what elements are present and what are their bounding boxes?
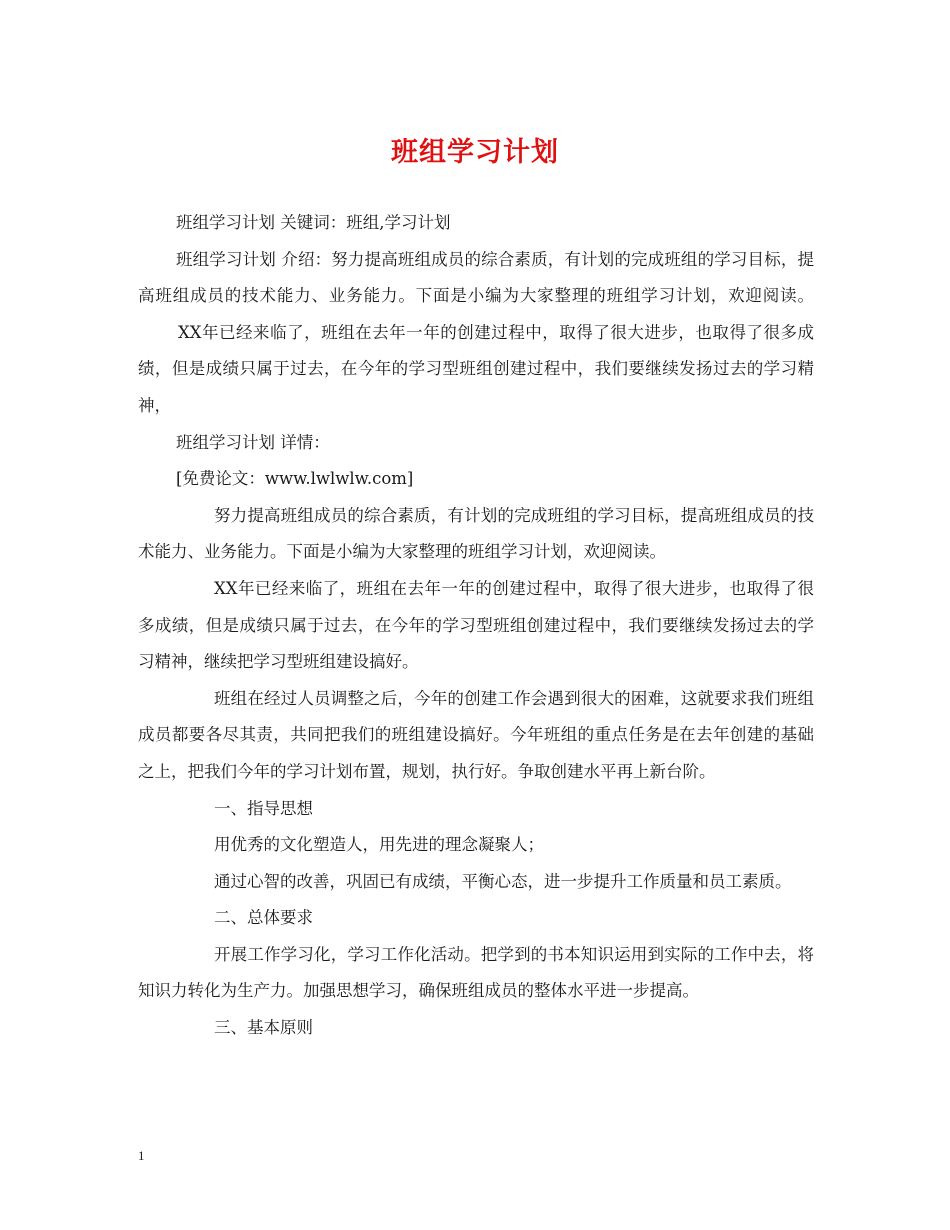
intro-text-continued: XX年已经来临了，班组在去年一年的创建过程中，取得了很大进步，也取得了很多成绩，但是成绩只属于过去，在今年的学习型班组创建过程中，我们要继续发扬过去的学习精神， (138, 322, 814, 415)
document-title: 班组学习计划 (391, 137, 559, 168)
page-number: 1 (138, 1148, 145, 1163)
document-body (138, 205, 814, 1047)
body-paragraph: XX年已经来临了，班组在去年一年的创建过程中，取得了很大进步，也取得了很多成绩，但是成绩只属于过去，在今年的学习型班组创建过程中，我们要继续发扬过去的学习精神，继续把学习型班组建设搞好。 (138, 578, 814, 672)
keywords-line: 班组学习计划 关键词：班组,学习计划 (176, 213, 451, 232)
body-paragraph: 通过心智的改善，巩固已有成绩，平衡心态，进一步提升工作质量和员工素质。 (214, 871, 792, 891)
body-paragraph: 努力提高班组成员的综合素质，有计划的完成班组的学习目标，提高班组成员的技术能力、业务能力。下面是小编为大家整理的班组学习计划，欢迎阅读。 (138, 505, 814, 562)
body-paragraph: 班组在经过人员调整之后，今年的创建工作会遇到很大的困难，这就要求我们班组成员都要各尽其责，共同把我们的班组建设搞好。今年班组的重点任务是在去年创建的基础之上，把我们今年的学习计划布置，规划，执行好。争取创建水平再上新台阶。 (138, 688, 814, 781)
section-heading: 三、基本原则 (214, 1018, 313, 1038)
details-line: 班组学习计划 详情： (176, 432, 330, 452)
intro-paragraph (138, 242, 814, 425)
source-line: [免费论文：www.lwlwlw.com] (176, 469, 414, 489)
body-paragraph: 用优秀的文化塑造人，用先进的理念凝聚人； (214, 835, 544, 855)
intro-text: 班组学习计划 介绍：努力提高班组成员的综合素质，有计划的完成班组的学习目标，提高班组成员的技术能力、业务能力。下面是小编为大家整理的班组学习计划，欢迎阅读。 (138, 249, 814, 306)
body-paragraph: 开展工作学习化，学习工作化活动。把学到的书本知识运用到实际的工作中去，将知识力转化为生产力。加强思想学习，确保班组成员的整体水平进一步提高。 (138, 944, 814, 1001)
section-heading: 二、总体要求 (214, 908, 313, 928)
section-heading: 一、指导思想 (214, 798, 313, 818)
